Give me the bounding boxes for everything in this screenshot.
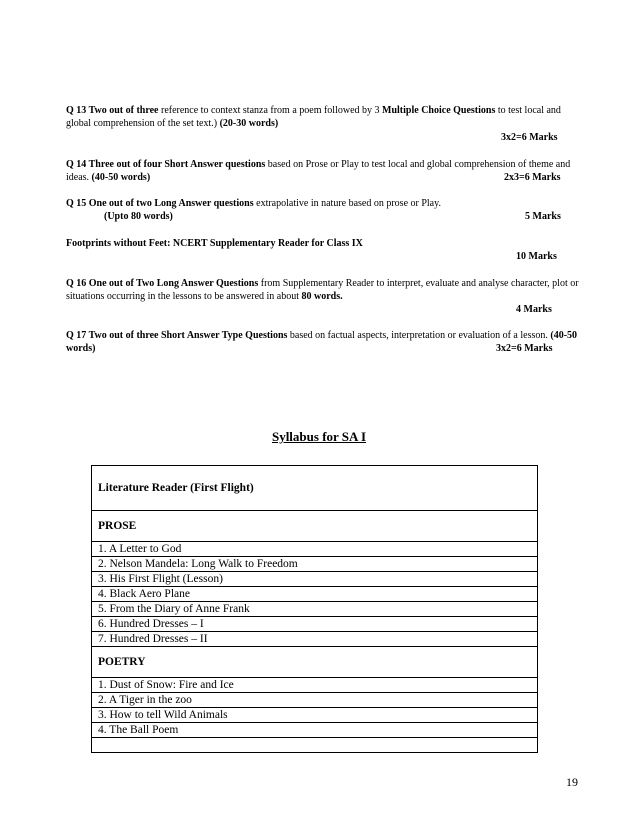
- q16-marks: 4 Marks: [516, 304, 552, 315]
- prose-item: 5. From the Diary of Anne Frank: [92, 602, 538, 617]
- q14-lead: Q 14 Three out of four Short Answer questions: [66, 159, 266, 170]
- q15-words-line: [66, 210, 173, 223]
- q17-lead: Q 17 Two out of three Short Answer Type Questions: [66, 330, 288, 341]
- q14-text1: based on Prose or Play to test local and global comprehension of theme and ideas.: [66, 159, 571, 183]
- question-16: [66, 277, 582, 303]
- q16-lead: Q 16 One out of Two Long Answer Questions: [66, 278, 259, 289]
- supplementary-reader-heading: [66, 237, 582, 250]
- q13-text1: reference to context stanza from a poem followed by 3: [158, 105, 383, 116]
- q17-marks: 3x2=6 Marks: [496, 343, 553, 354]
- poetry-item: 4. The Ball Poem: [92, 723, 538, 738]
- q13-words: (20-30 words): [219, 118, 279, 129]
- table-row: [92, 632, 538, 647]
- q13-text2: to test local and global comprehension of the set text.): [66, 105, 561, 129]
- empty-cell: [92, 738, 538, 753]
- q15-text1: extrapolative in nature based on prose or Play.: [253, 198, 441, 209]
- reader-heading: Literature Reader (First Flight): [92, 466, 538, 511]
- table-row: [92, 693, 538, 708]
- table-row: [92, 647, 538, 678]
- prose-item: 2. Nelson Mandela: Long Walk to Freedom: [92, 557, 538, 572]
- table-row: [92, 723, 538, 738]
- poetry-heading: POETRY: [92, 647, 538, 678]
- poetry-item: 2. A Tiger in the zoo: [92, 693, 538, 708]
- poetry-item: 3. How to tell Wild Animals: [92, 708, 538, 723]
- page-number: 19: [566, 775, 578, 789]
- table-row: [92, 557, 538, 572]
- prose-heading: PROSE: [92, 511, 538, 542]
- footprints-marks: 10 Marks: [516, 251, 557, 262]
- table-row: [92, 617, 538, 632]
- q13-mcq: Multiple Choice Questions: [382, 105, 496, 116]
- table-row: [92, 511, 538, 542]
- table-row: [92, 572, 538, 587]
- q17-words: (40-50 words): [66, 330, 578, 354]
- q16-words: 80 words.: [301, 291, 343, 302]
- table-row: [92, 678, 538, 693]
- prose-item: 3. His First Flight (Lesson): [92, 572, 538, 587]
- poetry-item: 1. Dust of Snow: Fire and Ice: [92, 678, 538, 693]
- prose-item: 6. Hundred Dresses – I: [92, 617, 538, 632]
- q17-text1: based on factual aspects, interpretation or evaluation of a lesson.: [287, 330, 551, 341]
- footprints-heading: Footprints without Feet: NCERT Supplementary Reader for Class IX: [66, 238, 363, 249]
- prose-item: 7. Hundred Dresses – II: [92, 632, 538, 647]
- syllabus-table: [91, 465, 538, 753]
- question-15: [66, 197, 582, 210]
- syllabus-title: Syllabus for SA I: [271, 429, 367, 444]
- q14-words: (40-50 words): [91, 172, 151, 183]
- table-row: [92, 738, 538, 753]
- question-13: [66, 104, 582, 130]
- table-row: [92, 587, 538, 602]
- table-row: [92, 602, 538, 617]
- q13-marks: 3x2=6 Marks: [501, 132, 558, 143]
- q15-marks: 5 Marks: [525, 211, 561, 222]
- q14-marks: 2x3=6 Marks: [504, 172, 561, 183]
- table-row: [92, 466, 538, 511]
- table-row: [92, 708, 538, 723]
- prose-item: 1. A Letter to God: [92, 542, 538, 557]
- prose-item: 4. Black Aero Plane: [92, 587, 538, 602]
- q13-lead: Q 13 Two out of three: [66, 105, 159, 116]
- q16-text1: from Supplementary Reader to interpret, evaluate and analyse character, plot or situations occurring in the lessons to be answered in about: [66, 278, 579, 302]
- q15-lead: Q 15 One out of two Long Answer questions: [66, 198, 254, 209]
- q15-words: (Upto 80 words): [104, 211, 173, 222]
- table-row: [92, 542, 538, 557]
